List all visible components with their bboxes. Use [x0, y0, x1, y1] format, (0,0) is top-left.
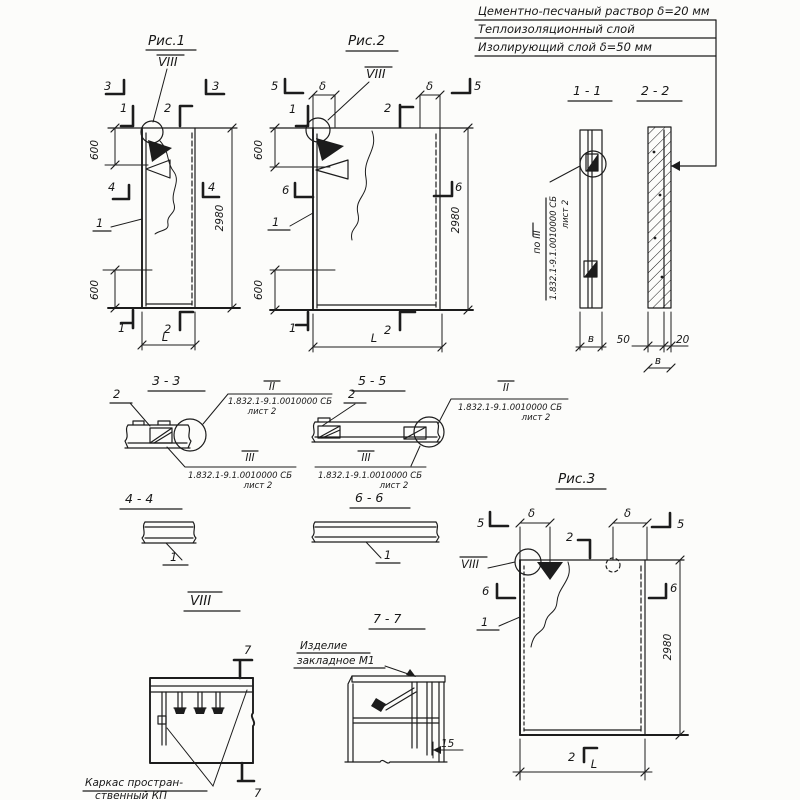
- sec77-label-2: закладное М1: [297, 655, 375, 667]
- detail-viii: [83, 592, 262, 800]
- fig1-cut4-right: 4: [208, 180, 216, 194]
- fig1-cut2-bottom: 2: [164, 322, 172, 336]
- sec22-dim-20: 20: [676, 334, 690, 346]
- note-insulation: Теплоизоляционный слой: [478, 22, 635, 36]
- sec66-callout: 1: [384, 548, 392, 562]
- sec33-callout: 2: [113, 387, 121, 401]
- section-2-2: [617, 83, 690, 372]
- note-isolating: Изолирующий слой δ=50 мм: [478, 40, 652, 54]
- fig3-dim-delta-right: δ: [624, 506, 632, 520]
- sec55-ref-right-node: II: [502, 382, 510, 394]
- fig2-dim-600-top: 600: [253, 139, 265, 161]
- fig1-cut1-top: 1: [120, 101, 128, 115]
- sec33-ref-bottom-node: III: [245, 452, 255, 464]
- detail-viii-label-2: ственный КП: [95, 790, 168, 800]
- fig3-callout-panel: 1: [481, 615, 489, 629]
- fig2-anchor-funnel: [316, 160, 348, 179]
- note-mortar: Цементно-песчаный раствор δ=20 мм: [478, 4, 710, 18]
- detail-viii-label-1: Каркас простран-: [85, 777, 184, 789]
- fig2-lifting-anchor: [316, 138, 344, 161]
- detail-viii-mark7-top: 7: [244, 643, 252, 657]
- detail-viii-mark7-bottom: 7: [254, 786, 262, 800]
- sec33-detail-circle: [174, 419, 206, 451]
- fig2-cut2-top: 2: [384, 101, 392, 115]
- fig2-cut6-right: 6: [455, 180, 463, 194]
- fig1-dim-length: L: [161, 330, 169, 344]
- sec77-anchor-stud: [384, 688, 416, 710]
- fig1-cut4-left: 4: [108, 180, 116, 194]
- sec11-ref-sheet: лист 2: [561, 199, 571, 229]
- section-6-6: [312, 490, 439, 563]
- fig1: [89, 33, 240, 350]
- fig3-cut6-left: 6: [482, 584, 490, 598]
- fig3: [460, 471, 688, 780]
- sec33-ref-top-node: II: [268, 381, 276, 393]
- fig1-cut3-left: 3: [104, 79, 112, 93]
- section-7-7: [294, 611, 463, 763]
- sec22-dim-b: в: [654, 355, 662, 367]
- fig2-cut1-top: 1: [289, 102, 297, 116]
- fig3-cut6-right: 6: [670, 581, 678, 595]
- fig1-title: Рис.1: [148, 33, 186, 49]
- sec44-callout: 1: [170, 550, 178, 564]
- sec77-title: 7 - 7: [373, 611, 402, 626]
- fig3-dim-delta-left: δ: [528, 506, 536, 520]
- fig2-title: Рис.2: [348, 33, 386, 49]
- section-3-3: [110, 373, 332, 491]
- fig3-cut2-bottom: 2: [568, 750, 576, 764]
- fig2-cut1-bottom: 1: [289, 321, 297, 335]
- detail-viii-frame-leader: [167, 690, 247, 786]
- sec66-title: 6 - 6: [355, 490, 384, 505]
- sec11-title: 1 - 1: [573, 83, 602, 98]
- fig2-cut5-left: 5: [271, 79, 279, 93]
- fig1-callout-panel: 1: [96, 216, 104, 230]
- fig3-dim-length: L: [590, 757, 598, 771]
- sec11-ref-node: по III: [532, 230, 543, 254]
- sec22-title: 2 - 2: [641, 83, 670, 98]
- fig3-lifting-anchor: [537, 562, 563, 580]
- sec55-ref-bottom-sheet: лист 2: [379, 481, 409, 491]
- fig2-detail-circle: [306, 118, 330, 142]
- fig2-cut5-right: 5: [474, 79, 482, 93]
- sec33-ref-top-doc: 1.832.1-9.1.0010000 СБ: [227, 397, 333, 407]
- fig1-detail-ref: VIII: [158, 54, 178, 69]
- sec33-ref-top-sheet: лист 2: [247, 407, 277, 417]
- sec22-dim-50: 50: [616, 334, 630, 346]
- fig1-cut2-top: 2: [164, 101, 172, 115]
- sec55-callout: 2: [348, 387, 356, 401]
- fig2: [253, 33, 481, 352]
- fig2-break-line: [352, 131, 374, 240]
- fig2-dim-delta-right: δ: [426, 79, 434, 93]
- note-leader-line: [671, 20, 716, 166]
- fig1-cut1-bottom: 1: [118, 321, 126, 335]
- fig3-dim-height: 2980: [662, 633, 674, 661]
- fig2-detail-ref: VIII: [366, 66, 386, 81]
- sec55-ref-bottom-doc: 1.832.1-9.1.0010000 СБ: [317, 471, 423, 481]
- sec11-dim-b: в: [587, 333, 595, 345]
- section-1-1: [532, 83, 612, 351]
- sec55-title: 5 - 5: [358, 373, 387, 388]
- sec55-ref-right-doc: 1.832.1-9.1.0010000 СБ: [457, 403, 563, 413]
- sec33-ref-bottom-doc: 1.832.1-9.1.0010000 СБ: [187, 471, 293, 481]
- sec33-title: 3 - 3: [152, 373, 181, 388]
- sec55-ref-right-sheet: лист 2: [521, 413, 551, 423]
- fig2-dim-delta-left: δ: [319, 79, 327, 93]
- fig1-dim-600-bottom: 600: [89, 279, 101, 301]
- fig2-cut2-bottom: 2: [384, 323, 392, 337]
- fig1-dim-600-top: 600: [89, 139, 101, 161]
- section-5-5: [312, 373, 568, 491]
- sec55-ref-bottom-node: III: [361, 452, 371, 464]
- section-4-4: [120, 491, 196, 565]
- sec77-anchor-head: [371, 698, 386, 712]
- detail-viii-title: VIII: [190, 593, 212, 609]
- fig2-cut6-left: 6: [282, 183, 290, 197]
- sec33-ref-bottom-sheet: лист 2: [243, 481, 273, 491]
- fig1-anchor-funnel: [146, 160, 170, 178]
- sec77-dim-15: 15: [441, 738, 455, 750]
- fig3-cut2-top: 2: [566, 530, 574, 544]
- fig2-dim-length: L: [370, 331, 378, 345]
- fig2-dim-600-bottom: 600: [253, 279, 265, 301]
- sec77-label-1: Изделие: [300, 640, 348, 652]
- sec11-ref-doc: 1.832.1-9.1.0010000 СБ: [549, 195, 559, 301]
- fig1-cut3-right: 3: [212, 79, 220, 93]
- note-leader-arrow: [671, 161, 680, 171]
- fig3-title: Рис.3: [558, 471, 596, 487]
- sec44-title: 4 - 4: [125, 491, 154, 506]
- fig3-cut5-right: 5: [677, 517, 685, 531]
- fig3-detail-ref: VIII: [461, 557, 480, 571]
- sec22-insulation-hatch: [648, 127, 671, 308]
- fig2-dim-height: 2980: [450, 206, 462, 234]
- fig2-callout-panel: 1: [272, 215, 280, 229]
- fig1-dim-height: 2980: [214, 204, 226, 232]
- fig1-detail-circle: [141, 121, 163, 143]
- fig3-cut5-left: 5: [477, 516, 485, 530]
